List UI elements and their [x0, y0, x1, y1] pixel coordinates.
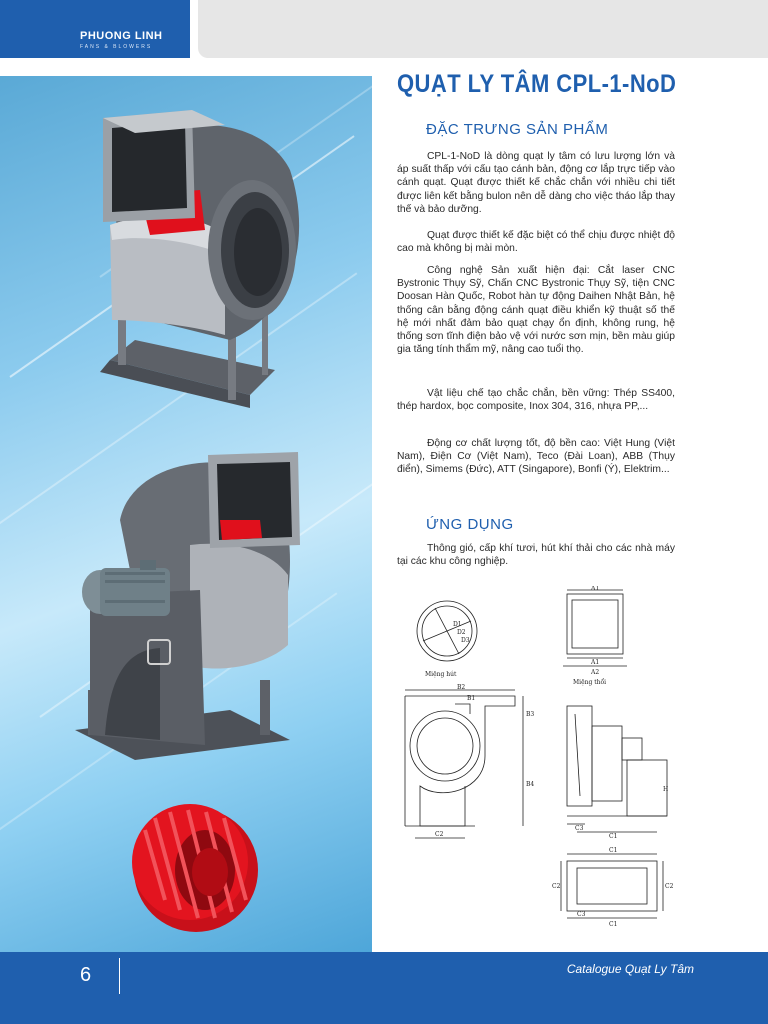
dim-a1-bottom: A1: [591, 659, 600, 666]
dim-c1: C1: [609, 833, 618, 840]
technical-drawings: [395, 586, 685, 926]
outlet-label: Miệng thổi: [573, 679, 607, 686]
dim-b2: B2: [457, 684, 466, 691]
dim-d3: D3: [461, 637, 470, 644]
features-paragraph: CPL-1-NoD là dòng quạt ly tâm có lưu lượng lớn và áp suất thấp với cấu tạo cánh bản, động cơ lắp trực tiếp vào cánh quạt. Quạt được thiết kế chắc chắn với nhiều chi tiết được liên kết bằng bulon nên dễ dàng cho việc tháo lắp thay thế và bảo dưỡng.: [397, 151, 675, 215]
page-number: 6: [80, 964, 92, 986]
dim-c3: C3: [575, 825, 584, 832]
header-bar: [198, 0, 768, 58]
features-paragraph: Vật liệu chế tạo chắc chắn, bền vững: Thép SS400, thép hardox, bọc composite, Inox 304, 316, nhựa PP,...: [397, 388, 675, 413]
dim-b3: B3: [526, 711, 535, 718]
dim-d2: D2: [457, 629, 466, 636]
dim-b1: B1: [467, 695, 476, 702]
dim-a2: A2: [591, 669, 600, 676]
dim-c1-plan-bottom: C1: [609, 921, 618, 926]
product-image-panel: [0, 76, 372, 952]
dim-c2-plan: C2: [552, 883, 561, 890]
dim-b4: B4: [526, 781, 535, 788]
dim-c3-plan: C3: [577, 911, 586, 918]
dim-c2-plan-right: C2: [665, 883, 674, 890]
application-text: Thông gió, cấp khí tươi, hút khí thải cho các nhà máy tại các khu công nghiệp.: [397, 543, 675, 568]
brand-tagline: FANS & BLOWERS: [80, 44, 153, 50]
dim-a1: A1: [591, 586, 600, 592]
footer-divider: [119, 958, 120, 994]
features-heading: ĐẶC TRƯNG SẢN PHẨM: [426, 121, 609, 138]
dim-h: H: [663, 786, 669, 793]
features-paragraph: Công nghệ Sản xuất hiện đại: Cắt laser CNC Bystronic Thụy Sỹ, Chấn CNC Bystronic Thụy Sỹ, tiện CNC Doosan Hàn Quốc, Robot hàn tự động Daihen Nhật Bản, hệ thống cân bằng động cánh quạt điều khiển kỹ thuật số thế hệ mới nhất đảm bảo quạt chạy ổn định, không rung, hệ thống sơn tĩnh điện bảo vệ với nước sơn mịn, bền màu giúp gia tăng tính thẩm mỹ, nâng cao tuổi thọ.: [397, 265, 675, 356]
brand-name: PHUONG LINH: [80, 30, 163, 42]
features-paragraph: Động cơ chất lượng tốt, độ bền cao: Việt Hung (Việt Nam), Điện Cơ (Việt Nam), Teco (Đài Loan), ABB (Thụy điển), Simems (Đức), ATT (Singapore), Bonfi (Ý), Elektrim...: [397, 438, 675, 476]
dim-c1-plan: C1: [609, 847, 618, 854]
application-heading: ỨNG DỤNG: [426, 516, 514, 533]
dim-d1: D1: [453, 621, 462, 628]
brand-logo-block: [0, 0, 190, 58]
inlet-label: Miệng hút: [425, 671, 457, 678]
features-paragraph: Quạt được thiết kế đặc biệt có thể chịu được nhiệt độ cao mà không bị mài mòn.: [397, 230, 675, 255]
dim-c2: C2: [435, 831, 444, 838]
footer-caption: Catalogue Quạt Ly Tâm: [566, 962, 694, 976]
impeller-image: [0, 76, 372, 952]
page-title: QUẠT LY TÂM CPL-1-NoD: [397, 70, 677, 98]
